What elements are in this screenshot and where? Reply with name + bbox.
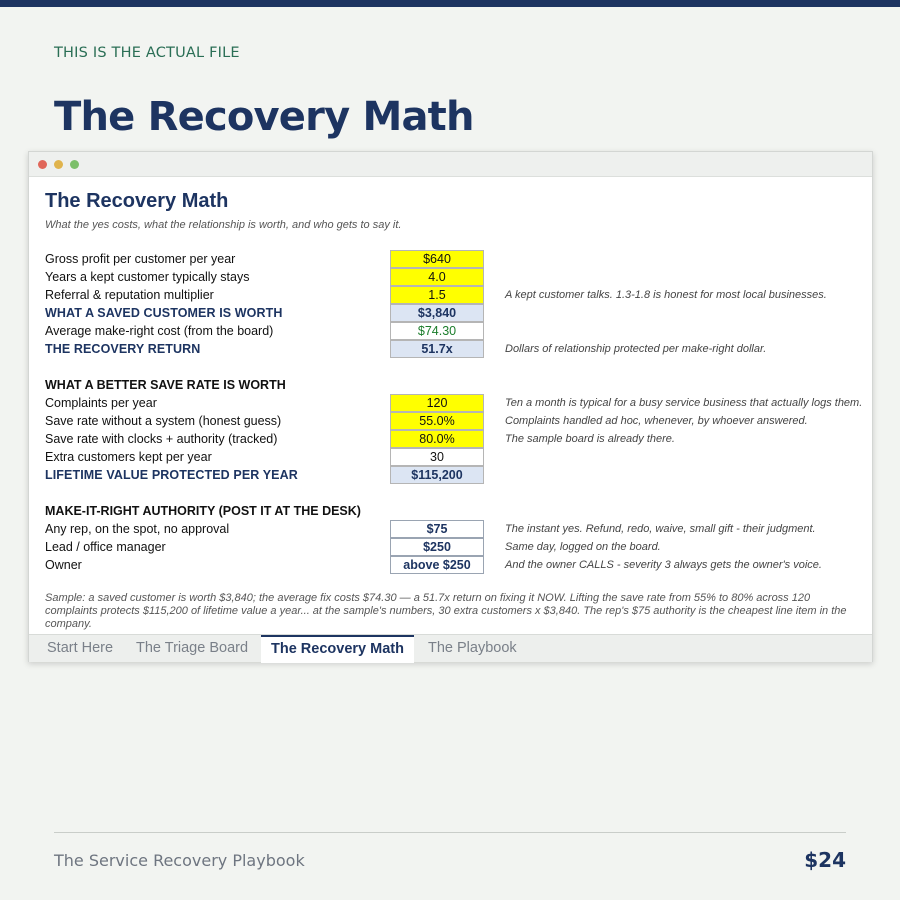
- row-label: Years a kept customer typically stays: [45, 270, 250, 284]
- input-cell[interactable]: 120: [390, 394, 484, 412]
- sheet-title: The Recovery Math: [45, 190, 229, 212]
- eyebrow-label: THIS IS THE ACTUAL FILE: [54, 45, 240, 61]
- row-years-kept: [29, 268, 872, 286]
- row-note: The sample board is already there.: [505, 433, 675, 445]
- calc-cell[interactable]: 51.7x: [390, 340, 484, 358]
- row-label: Referral & reputation multiplier: [45, 288, 214, 302]
- row-label: Complaints per year: [45, 396, 157, 410]
- sheet-subtitle: What the yes costs, what the relationship is worth, and who gets to say it.: [45, 219, 402, 231]
- tab-triage-board[interactable]: The Triage Board: [136, 640, 249, 656]
- row-label: Owner: [45, 558, 82, 572]
- page-headline: The Recovery Math: [54, 94, 474, 140]
- tab-recovery-math[interactable]: The Recovery Math: [261, 635, 414, 663]
- row-note: Complaints handled ad hoc, whenever, by whoever answered.: [505, 415, 808, 427]
- input-cell[interactable]: 1.5: [390, 286, 484, 304]
- row-note: The instant yes. Refund, redo, waive, small gift - their judgment.: [505, 523, 816, 535]
- tab-start-here[interactable]: Start Here: [47, 640, 114, 656]
- footer-divider: [54, 832, 846, 833]
- row-complaints-per-year: [29, 394, 872, 412]
- row-label: Any rep, on the spot, no approval: [45, 522, 230, 536]
- row-note: Ten a month is typical for a busy service business that actually logs them.: [505, 397, 863, 409]
- row-extra-customers: [29, 448, 872, 466]
- section-title: MAKE-IT-RIGHT AUTHORITY (POST IT AT THE DESK): [45, 504, 361, 518]
- row-label: Gross profit per customer per year: [45, 252, 236, 266]
- row-note: A kept customer talks. 1.3-1.8 is honest for most local businesses.: [505, 289, 827, 301]
- row-save-rate-with: [29, 430, 872, 448]
- row-label: Average make-right cost (from the board): [45, 324, 274, 338]
- row-label: THE RECOVERY RETURN: [45, 342, 201, 356]
- sheet-area: [29, 178, 872, 634]
- row-saved-customer-worth: [29, 304, 872, 322]
- row-label: Extra customers kept per year: [45, 450, 212, 464]
- section-title: WHAT A BETTER SAVE RATE IS WORTH: [45, 378, 286, 392]
- sheet-tab-bar: [29, 634, 872, 662]
- row-label: WHAT A SAVED CUSTOMER IS WORTH: [45, 306, 283, 320]
- row-lifetime-value: [29, 466, 872, 484]
- tab-playbook[interactable]: The Playbook: [428, 640, 517, 656]
- input-cell[interactable]: 4.0: [390, 268, 484, 286]
- row-note: Dollars of relationship protected per make-right dollar.: [505, 343, 767, 355]
- row-label: Lead / office manager: [45, 540, 166, 554]
- row-label: Save rate with clocks + authority (tracked): [45, 432, 278, 446]
- authority-cell[interactable]: $250: [390, 538, 484, 556]
- row-save-rate-without: [29, 412, 872, 430]
- spreadsheet-window: [28, 151, 873, 662]
- row-authority-owner: [29, 556, 872, 574]
- calc-cell[interactable]: $115,200: [390, 466, 484, 484]
- section-header-save-rate: [29, 376, 872, 394]
- sample-note: Sample: a saved customer is worth $3,840; the average fix costs $74.30 — a 51.7x return on fixing it NOW. Lifting the save rate from 55% to 80% across 120 complaints protects $115,200 of lifetime value a year... at the sample's numbers, 30 extra customers x $3,840. The rep's $75 authority is the cheapest line item in the company.: [45, 592, 847, 630]
- row-referral-multiplier: [29, 286, 872, 304]
- input-cell[interactable]: 55.0%: [390, 412, 484, 430]
- row-authority-rep: [29, 520, 872, 538]
- calc-cell[interactable]: $3,840: [390, 304, 484, 322]
- price-label: $24: [804, 848, 846, 872]
- top-accent-bar: [0, 0, 900, 7]
- authority-cell[interactable]: above $250: [390, 556, 484, 574]
- section-header-authority: [29, 502, 872, 520]
- linked-cell[interactable]: $74.30: [390, 322, 484, 340]
- input-cell[interactable]: 80.0%: [390, 430, 484, 448]
- row-recovery-return: [29, 340, 872, 358]
- row-label: LIFETIME VALUE PROTECTED PER YEAR: [45, 468, 298, 482]
- input-cell[interactable]: $640: [390, 250, 484, 268]
- row-gross-profit: [29, 250, 872, 268]
- calc-cell[interactable]: 30: [390, 448, 484, 466]
- authority-cell[interactable]: $75: [390, 520, 484, 538]
- close-dot-icon[interactable]: [38, 160, 47, 169]
- row-authority-lead: [29, 538, 872, 556]
- row-note: Same day, logged on the board.: [505, 541, 661, 553]
- row-make-right-cost: [29, 322, 872, 340]
- row-label: Save rate without a system (honest guess): [45, 414, 282, 428]
- row-note: And the owner CALLS - severity 3 always gets the owner's voice.: [505, 559, 822, 571]
- minimize-dot-icon[interactable]: [54, 160, 63, 169]
- window-titlebar: [29, 152, 872, 177]
- footer-product-title: The Service Recovery Playbook: [54, 851, 305, 870]
- maximize-dot-icon[interactable]: [70, 160, 79, 169]
